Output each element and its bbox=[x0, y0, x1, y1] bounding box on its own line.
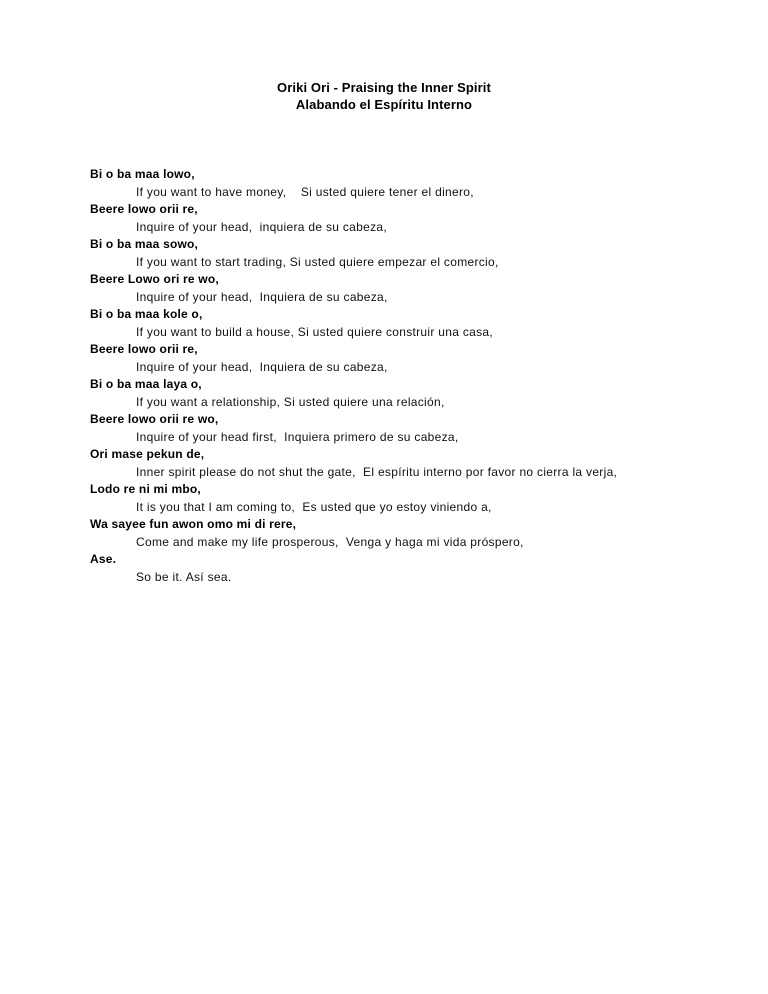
verse-yoruba-line: Bi o ba maa kole o, bbox=[90, 307, 203, 321]
verse-yoruba-line: Ori mase pekun de, bbox=[90, 447, 205, 461]
verse-list bbox=[90, 166, 750, 586]
verse-translation-line: It is you that I am coming to, Es usted que yo estoy viniendo a, bbox=[136, 499, 492, 514]
verse-translation-line: Inquire of your head, Inquiera de su cabeza, bbox=[136, 289, 388, 304]
verse-yoruba-line: Bi o ba maa lowo, bbox=[90, 167, 195, 181]
verse-yoruba-line: Beere lowo orii re, bbox=[90, 202, 198, 216]
verse-yoruba-line: Bi o ba maa laya o, bbox=[90, 377, 202, 391]
verse-translation-line: So be it. Así sea. bbox=[136, 569, 232, 584]
verse-yoruba-line: Lodo re ni mi mbo, bbox=[90, 482, 201, 496]
verse-translation-line: Inquire of your head, Inquiera de su cabeza, bbox=[136, 359, 388, 374]
verse-translation-line: Inner spirit please do not shut the gate, El espíritu interno por favor no cierra la verja, bbox=[136, 464, 618, 479]
document-title bbox=[0, 79, 768, 113]
verse-yoruba-line: Wa sayee fun awon omo mi di rere, bbox=[90, 517, 297, 531]
verse-yoruba-line: Beere lowo orii re wo, bbox=[90, 412, 219, 426]
title-spanish: Alabando el Espíritu Interno bbox=[295, 97, 473, 112]
verse-yoruba-line: Beere Lowo ori re wo, bbox=[90, 272, 219, 286]
verse-translation-line: If you want a relationship, Si usted quiere una relación, bbox=[136, 394, 445, 409]
title-english: Oriki Ori - Praising the Inner Spirit bbox=[277, 80, 491, 95]
verse-translation-line: If you want to start trading, Si usted quiere empezar el comercio, bbox=[136, 254, 499, 269]
verse-translation-line: Inquire of your head first, Inquiera primero de su cabeza, bbox=[136, 429, 459, 444]
verse-translation-line: If you want to build a house, Si usted quiere construir una casa, bbox=[136, 324, 494, 339]
verse-translation-line: If you want to have money, Si usted quiere tener el dinero, bbox=[136, 184, 474, 199]
verse-translation-line: Inquire of your head, inquiera de su cabeza, bbox=[136, 219, 387, 234]
verse-yoruba-line: Ase. bbox=[90, 552, 117, 566]
verse-yoruba-line: Bi o ba maa sowo, bbox=[90, 237, 199, 251]
verse-yoruba-line: Beere lowo orii re, bbox=[90, 342, 198, 356]
verse-translation-line: Come and make my life prosperous, Venga y haga mi vida próspero, bbox=[136, 534, 524, 549]
